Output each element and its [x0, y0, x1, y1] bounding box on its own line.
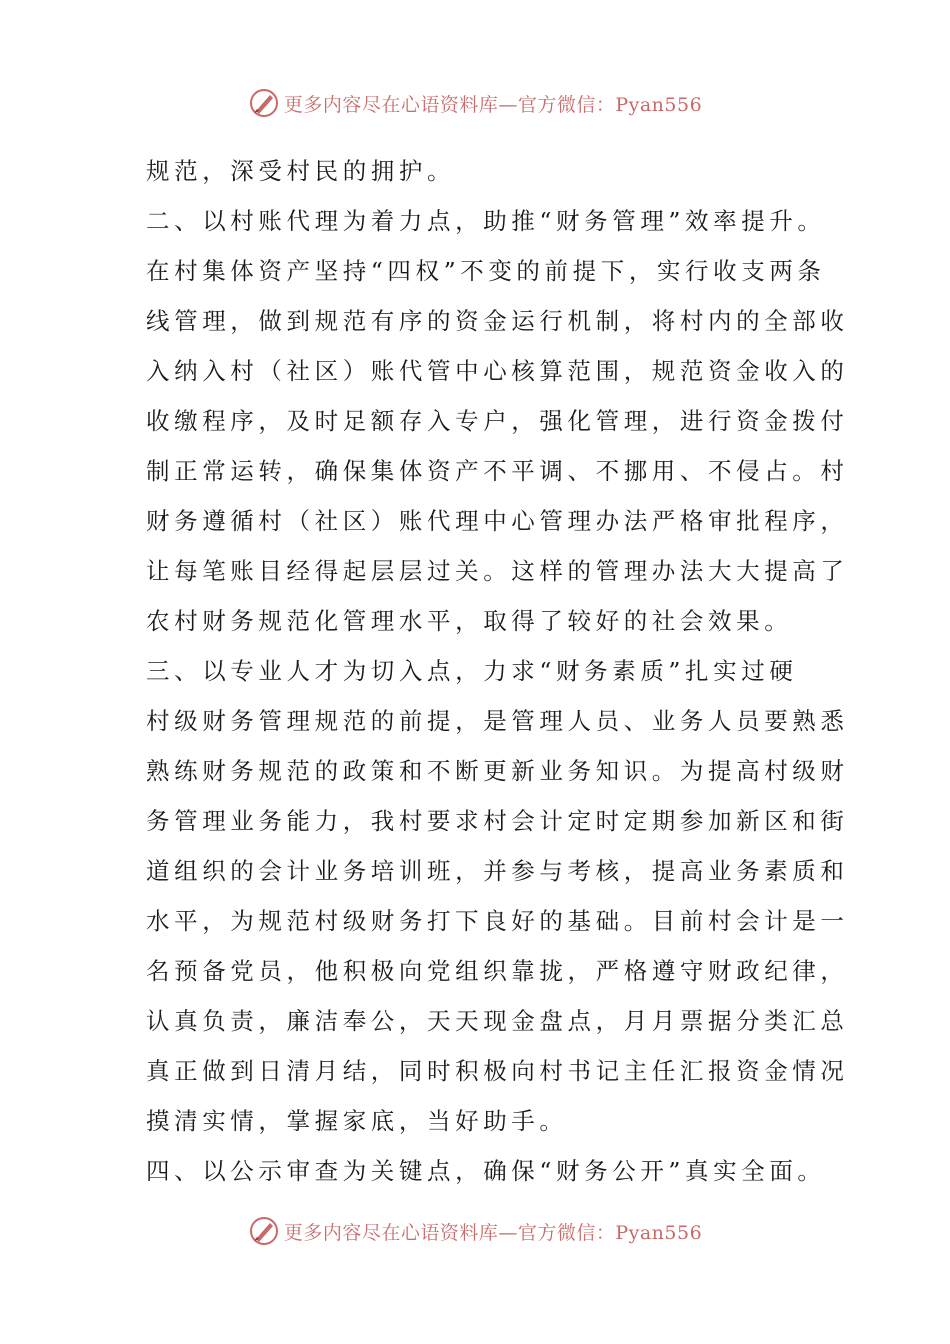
- text-line: 线管理，做到规范有序的资金运行机制，将村内的全部收: [146, 307, 849, 335]
- text-line: 认真负责，廉洁奉公，天天现金盘点，月月票据分类汇总: [146, 1007, 849, 1035]
- text-line: 入纳入村（社区）账代管中心核算范围，规范资金收入的: [146, 357, 849, 385]
- text-line: 水平，为规范村级财务打下良好的基础。目前村会计是一: [146, 907, 849, 935]
- document-body: [146, 146, 849, 1196]
- text-line: 摸清实情，掌握家底，当好助手。: [146, 1107, 568, 1135]
- text-line: 规范，深受村民的拥护。: [146, 157, 456, 185]
- text-line: 制正常运转，确保集体资产不平调、不挪用、不侵占。村: [146, 457, 849, 485]
- pen-logo-icon: [248, 1215, 280, 1247]
- text-line: 真正做到日清月结，同时积极向村书记主任汇报资金情况: [146, 1057, 849, 1085]
- text-line: 村级财务管理规范的前提，是管理人员、业务人员要熟悉: [146, 707, 849, 735]
- text-line: 让每笔账目经得起层层过关。这样的管理办法大大提高了: [146, 557, 849, 585]
- header-watermark-text: 更多内容尽在心语资料库—官方微信：Pyan556: [283, 93, 703, 116]
- text-line: 农村财务规范化管理水平，取得了较好的社会效果。: [146, 607, 793, 635]
- pen-logo-icon: [248, 87, 280, 119]
- text-line: 务管理业务能力，我村要求村会计定时定期参加新区和街: [146, 807, 849, 835]
- text-line: 名预备党员，他积极向党组织靠拢，严格遵守财政纪律，: [146, 957, 849, 985]
- text-line: 道组织的会计业务培训班，并参与考核，提高业务素质和: [146, 857, 849, 885]
- text-line: 在村集体资产坚持“四权”不变的前提下，实行收支两条: [146, 257, 826, 285]
- footer-watermark-banner: [0, 1211, 950, 1251]
- header-watermark-banner: [0, 83, 950, 123]
- text-line: 熟练财务规范的政策和不断更新业务知识。为提高村级财: [146, 757, 849, 785]
- footer-watermark-text: 更多内容尽在心语资料库—官方微信：Pyan556: [283, 1221, 703, 1244]
- text-line: 收缴程序，及时足额存入专户，强化管理，进行资金拨付: [146, 407, 849, 435]
- text-line: 财务遵循村（社区）账代理中心管理办法严格审批程序，: [146, 507, 849, 535]
- section-heading: 二、以村账代理为着力点，助推“财务管理”效率提升。: [146, 207, 826, 235]
- section-heading: 三、以专业人才为切入点，力求“财务素质”扎实过硬: [146, 657, 798, 685]
- section-heading: 四、以公示审查为关键点，确保“财务公开”真实全面。: [146, 1157, 826, 1185]
